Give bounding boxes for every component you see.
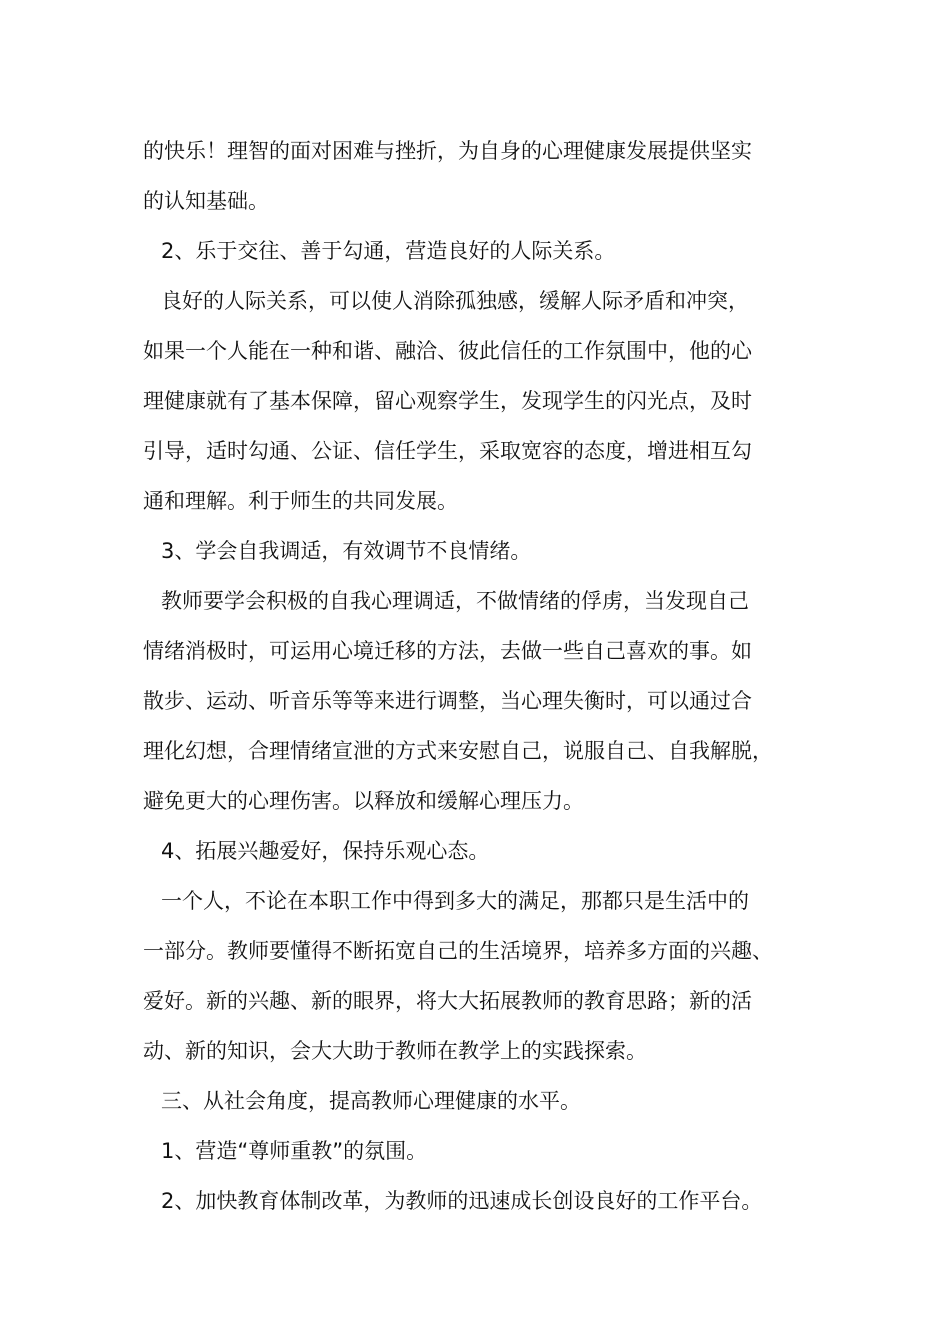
text-line: 良好的人际关系，可以使人消除孤独感，缓解人际矛盾和冲突， (161, 289, 749, 313)
text-line: 如果一个人能在一种和谐、融洽、彼此信任的工作氛围中，他的心 (143, 339, 752, 363)
section-heading: 2、加快教育体制改革，为教师的迅速成长创设良好的工作平台。 (161, 1189, 763, 1213)
text-line: 理化幻想，合理情绪宣泄的方式来安慰自己，说服自己、自我解脱， (143, 739, 773, 763)
text-line: 引导，适时勾通、公证、信任学生，采取宽容的态度，增进相互勾 (143, 439, 752, 463)
text-line: 教师要学会积极的自我心理调适，不做情绪的俘虏，当发现自己 (161, 589, 749, 613)
document-body (143, 126, 833, 1226)
text-line: 的认知基础。 (143, 189, 269, 213)
section-heading: 三、从社会角度，提高教师心理健康的水平。 (161, 1089, 581, 1113)
text-line: 情绪消极时，可运用心境迁移的方法，去做一些自己喜欢的事。如 (143, 639, 752, 663)
text-line: 一个人，不论在本职工作中得到多大的满足，那都只是生活中的 (161, 889, 749, 913)
text-line: 一部分。教师要懂得不断拓宽自己的生活境界，培养多方面的兴趣、 (143, 939, 773, 963)
section-heading: 2、乐于交往、善于勾通，营造良好的人际关系。 (161, 239, 616, 263)
section-heading: 3、学会自我调适，有效调节不良情绪。 (161, 539, 532, 563)
text-line: 散步、运动、听音乐等等来进行调整，当心理失衡时，可以通过合 (143, 689, 752, 713)
text-line: 避免更大的心理伤害。以释放和缓解心理压力。 (143, 789, 584, 813)
section-heading: 4、拓展兴趣爱好，保持乐观心态。 (161, 839, 490, 863)
text-line: 理健康就有了基本保障，留心观察学生，发现学生的闪光点，及时 (143, 389, 752, 413)
text-line: 动、新的知识，会大大助于教师在教学上的实践探索。 (143, 1039, 647, 1063)
text-line: 爱好。新的兴趣、新的眼界，将大大拓展教师的教育思路；新的活 (143, 989, 752, 1013)
text-line: 的快乐！理智的面对困难与挫折，为自身的心理健康发展提供坚实 (143, 139, 752, 163)
section-heading: 1、营造“尊师重教”的氛围。 (161, 1139, 428, 1163)
text-line: 通和理解。利于师生的共同发展。 (143, 489, 458, 513)
